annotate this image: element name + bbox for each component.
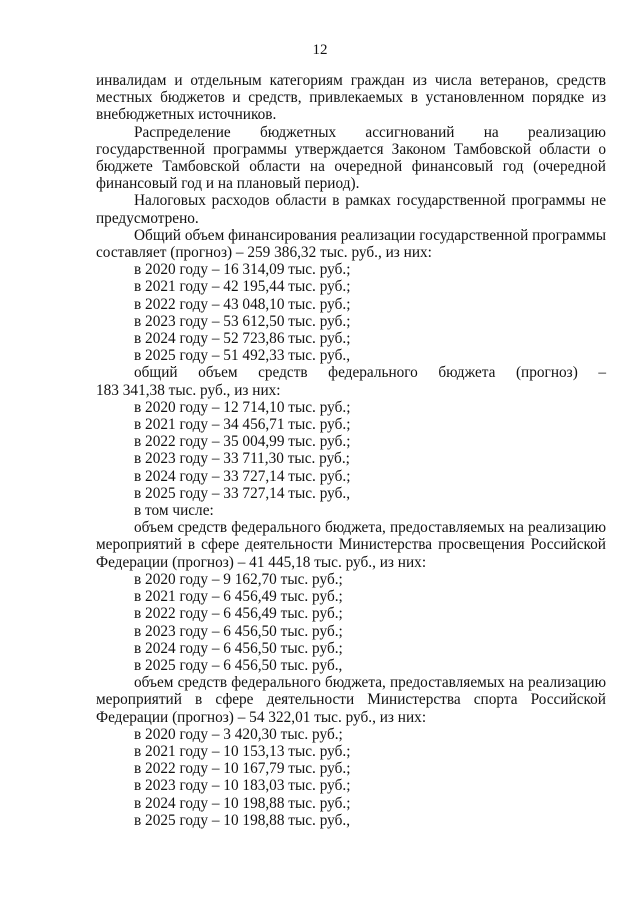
year-line: в 2022 году – 6 456,49 тыс. руб.; xyxy=(134,605,343,623)
year-line: в 2022 году – 43 048,10 тыс. руб.; xyxy=(134,295,351,313)
year-line: в 2025 году – 51 492,33 тыс. руб., xyxy=(134,347,351,365)
year-line: в 2024 году – 33 727,14 тыс. руб.; xyxy=(134,467,351,485)
year-line: в 2023 году – 33 711,30 тыс. руб.; xyxy=(134,450,350,468)
paragraph-tax-expenses: Налоговых расходов области в рамках государственной программы не предусмотрено. xyxy=(96,192,606,227)
paragraph-total-financing: Общий объем финансирования реализации государственной программы составляет (прогноз) – 259 386,32 тыс. руб., из них: xyxy=(96,226,606,262)
total-years-list xyxy=(96,261,606,364)
paragraph-education-ministry: объем средств федерального бюджета, предоставляемых на реализацию мероприятий в сфере деятельности Министерства просвещения Российской Федерации (прогноз) – 41 445,18 тыс. руб., из них: xyxy=(96,519,606,571)
document-body xyxy=(96,72,606,829)
year-line: в 2020 году – 9 162,70 тыс. руб.; xyxy=(134,570,343,588)
year-line: в 2021 году – 6 456,49 тыс. руб.; xyxy=(134,588,343,606)
year-line: в 2021 году – 42 195,44 тыс. руб.; xyxy=(134,278,351,296)
paragraph-sources: инвалидам и отдельным категориям граждан из числа ветеранов, средств местных бюджетов и средств, привлекаемых в установленном порядке из внебюджетных источников. xyxy=(96,72,606,124)
federal-years-list xyxy=(96,399,606,502)
year-line: в 2021 году – 10 153,13 тыс. руб.; xyxy=(134,742,351,760)
year-line: в 2020 году – 16 314,09 тыс. руб.; xyxy=(134,261,351,279)
year-line: в 2022 году – 35 004,99 тыс. руб.; xyxy=(134,433,351,451)
paragraph-allocation: Распределение бюджетных ассигнований на реализацию государственной программы утверждается Законом Тамбовской области о бюджете Тамбовской области на очередной финансовый год (очередной финансовый год и на плановый период). xyxy=(96,123,606,193)
year-line: в 2020 году – 3 420,30 тыс. руб.; xyxy=(134,725,343,743)
year-line: в 2023 году – 53 612,50 тыс. руб.; xyxy=(134,312,351,330)
paragraph-including: в том числе: xyxy=(134,502,214,520)
year-line: в 2022 году – 10 167,79 тыс. руб.; xyxy=(134,760,351,778)
year-line: в 2024 году – 6 456,50 тыс. руб.; xyxy=(134,639,343,657)
year-line: в 2023 году – 10 183,03 тыс. руб.; xyxy=(134,777,351,795)
year-line: в 2021 году – 34 456,71 тыс. руб.; xyxy=(134,416,351,434)
year-line: в 2020 году – 12 714,10 тыс. руб.; xyxy=(134,398,351,416)
year-line: в 2025 году – 6 456,50 тыс. руб., xyxy=(134,656,343,674)
paragraph-sport-ministry: объем средств федерального бюджета, предоставляемых на реализацию мероприятий в сфере деятельности Министерства спорта Российской Федерации (прогноз) – 54 322,01 тыс. руб., из них: xyxy=(96,674,606,726)
education-years-list xyxy=(96,571,606,674)
page-number: 12 xyxy=(312,42,328,58)
paragraph-federal-total-line2: 183 341,38 тыс. руб., из них: xyxy=(96,381,281,399)
year-line: в 2025 году – 33 727,14 тыс. руб., xyxy=(134,484,351,502)
year-line: в 2024 году – 10 198,88 тыс. руб.; xyxy=(134,794,351,812)
year-line: в 2024 году – 52 723,86 тыс. руб.; xyxy=(134,330,351,348)
sport-years-list xyxy=(96,726,606,829)
year-line: в 2025 году – 10 198,88 тыс. руб., xyxy=(134,811,351,829)
paragraph-federal-total-line1: общий объем средств федерального бюджета (прогноз) – xyxy=(134,364,606,382)
year-line: в 2023 году – 6 456,50 тыс. руб.; xyxy=(134,622,343,640)
